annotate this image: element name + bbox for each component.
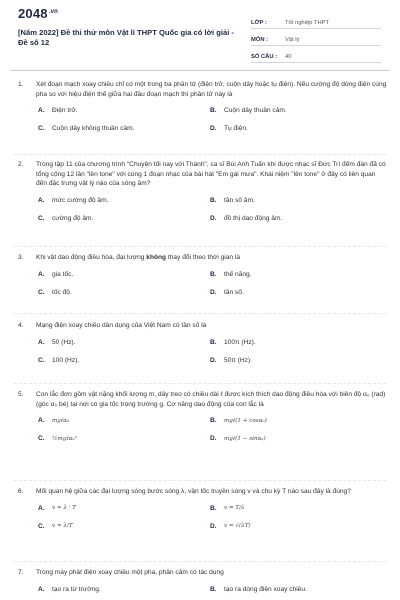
option-d[interactable]: D. đồ thị dao động âm. bbox=[210, 214, 283, 222]
meta-value: Tốt nghiệp THPT bbox=[285, 20, 330, 26]
question-text: Trong tập 11 của chương trình "Chuyện tối nay với Thành", ca sĩ Bùi Anh Tuấn khi được nhạc sĩ Đức Trí đếm đàn đã có tổng cộng 12 lần "lên tone" với cùng 1 đoạn nhạc của bài hát "Em gái mưa". Khái niệm "lên tone" ở đây có liên quan đến đặc trưng vật lý nào của sóng âm? bbox=[36, 161, 386, 188]
question-divider bbox=[14, 313, 386, 314]
meta-label: LỚP : bbox=[251, 20, 267, 26]
meta-row-subject bbox=[251, 29, 381, 46]
option-a[interactable]: A. mức cường độ âm. bbox=[38, 196, 109, 204]
question-divider bbox=[14, 383, 386, 384]
meta-table bbox=[251, 12, 381, 63]
question-number: 7. bbox=[18, 569, 24, 576]
question-text: Mạng điện xoay chiều dân dụng của Việt Nam có tần số là bbox=[36, 322, 207, 329]
site-logo[interactable]: $2048^{.vn}$ bbox=[18, 6, 59, 21]
option-a[interactable]: A. gia tốc. bbox=[38, 270, 74, 278]
option-d[interactable]: D. tần số. bbox=[210, 288, 244, 296]
option-a[interactable]: A. tạo ra từ trường. bbox=[38, 585, 101, 593]
option-d[interactable]: D. mgℓ(1 − sinα₀) bbox=[210, 435, 266, 443]
option-c[interactable]: C. cường độ âm. bbox=[38, 214, 94, 222]
meta-row-class bbox=[251, 12, 381, 29]
document-title: [Năm 2022] Đề thi thử môn Vật lí THPT Quốc gia có lời giải - Đề số 12 bbox=[18, 28, 234, 47]
option-b[interactable]: B. tần số âm. bbox=[210, 196, 255, 204]
option-d[interactable]: D. 50π (Hz). bbox=[210, 356, 252, 364]
question-text: Xét đoạn mạch xoay chiều chỉ có một trong ba phần tử (điện trở, cuộn dây hoặc tụ điện). Nếu cường độ dòng điện cùng pha so với hiệu điện thế giữa hai đầu đoạn mạch thì phần tử này là bbox=[36, 81, 387, 98]
option-c[interactable]: C. v = λ/T bbox=[38, 522, 73, 530]
question-number: 3. bbox=[18, 254, 24, 261]
option-b[interactable]: B. mgℓ(1 + cosα₀) bbox=[210, 417, 267, 425]
emphasis-text: không bbox=[146, 254, 167, 261]
question-divider bbox=[14, 154, 386, 155]
question-number: 1. bbox=[18, 81, 24, 88]
question-1 bbox=[18, 80, 388, 132]
question-6 bbox=[18, 487, 388, 530]
question-divider bbox=[14, 246, 386, 247]
option-d[interactable]: D. Tụ điện. bbox=[210, 125, 248, 133]
question-number: 6. bbox=[18, 488, 24, 495]
question-7 bbox=[18, 568, 388, 593]
question-divider bbox=[14, 561, 386, 562]
option-b[interactable]: B. Cuộn dây thuần cảm. bbox=[210, 107, 287, 115]
meta-label: MÔN : bbox=[251, 37, 269, 43]
option-c[interactable]: C. ½mgℓα₀² bbox=[38, 435, 77, 443]
option-a[interactable]: A. 50 (Hz). bbox=[38, 338, 76, 346]
option-d[interactable]: D. v = √(λT) bbox=[210, 522, 251, 530]
meta-value: Vật lý bbox=[285, 37, 300, 43]
option-c[interactable]: C. Cuộn dây không thuần cảm. bbox=[38, 125, 135, 133]
option-c[interactable]: C. tốc độ. bbox=[38, 288, 72, 296]
question-text: Khi vật dao động điều hòa, đại lượng không thay đổi theo thời gian là bbox=[36, 254, 241, 261]
question-text: Con lắc đơn gồm vật nặng khối lượng m, dây treo có chiều dài ℓ được kích thích dao động điều hòa với biên độ α₀ (rad) (góc α₀ bé) tại nơi có gia tốc trọng trường g. Cơ năng dao động của con lắc là bbox=[36, 391, 386, 408]
question-3 bbox=[18, 253, 388, 296]
meta-value: 40 bbox=[285, 54, 292, 60]
question-2 bbox=[18, 160, 388, 222]
option-b[interactable]: B. tạo ra dòng điện xoay chiều. bbox=[210, 585, 307, 593]
meta-label: SỐ CÂU : bbox=[251, 54, 278, 60]
option-b[interactable]: B. thế năng. bbox=[210, 270, 252, 278]
option-b[interactable]: B. v = T/λ bbox=[210, 504, 245, 512]
header-divider bbox=[10, 70, 390, 71]
question-number: 4. bbox=[18, 322, 24, 329]
meta-row-count bbox=[251, 46, 381, 63]
question-text: Mối quan hệ giữa các đại lượng sóng bước sóng λ, vận tốc truyền sóng v và chu kỳ T nào sau đây là đúng? bbox=[36, 488, 351, 495]
option-a[interactable]: A. v = λ · T bbox=[38, 504, 77, 512]
option-a[interactable]: A. Điện trở. bbox=[38, 107, 78, 115]
option-a[interactable]: A. mgℓα₀ bbox=[38, 417, 70, 425]
option-c[interactable]: C. 100 (Hz). bbox=[38, 356, 80, 364]
question-number: 2. bbox=[18, 161, 24, 168]
option-b[interactable]: B. 100π (Hz). bbox=[210, 338, 256, 346]
question-4 bbox=[18, 321, 388, 364]
question-text: Trong máy phát điện xoay chiều một pha, phần cảm có tác dụng bbox=[36, 569, 224, 576]
question-divider bbox=[14, 480, 386, 481]
question-5 bbox=[18, 390, 388, 442]
question-number: 5. bbox=[18, 391, 24, 398]
